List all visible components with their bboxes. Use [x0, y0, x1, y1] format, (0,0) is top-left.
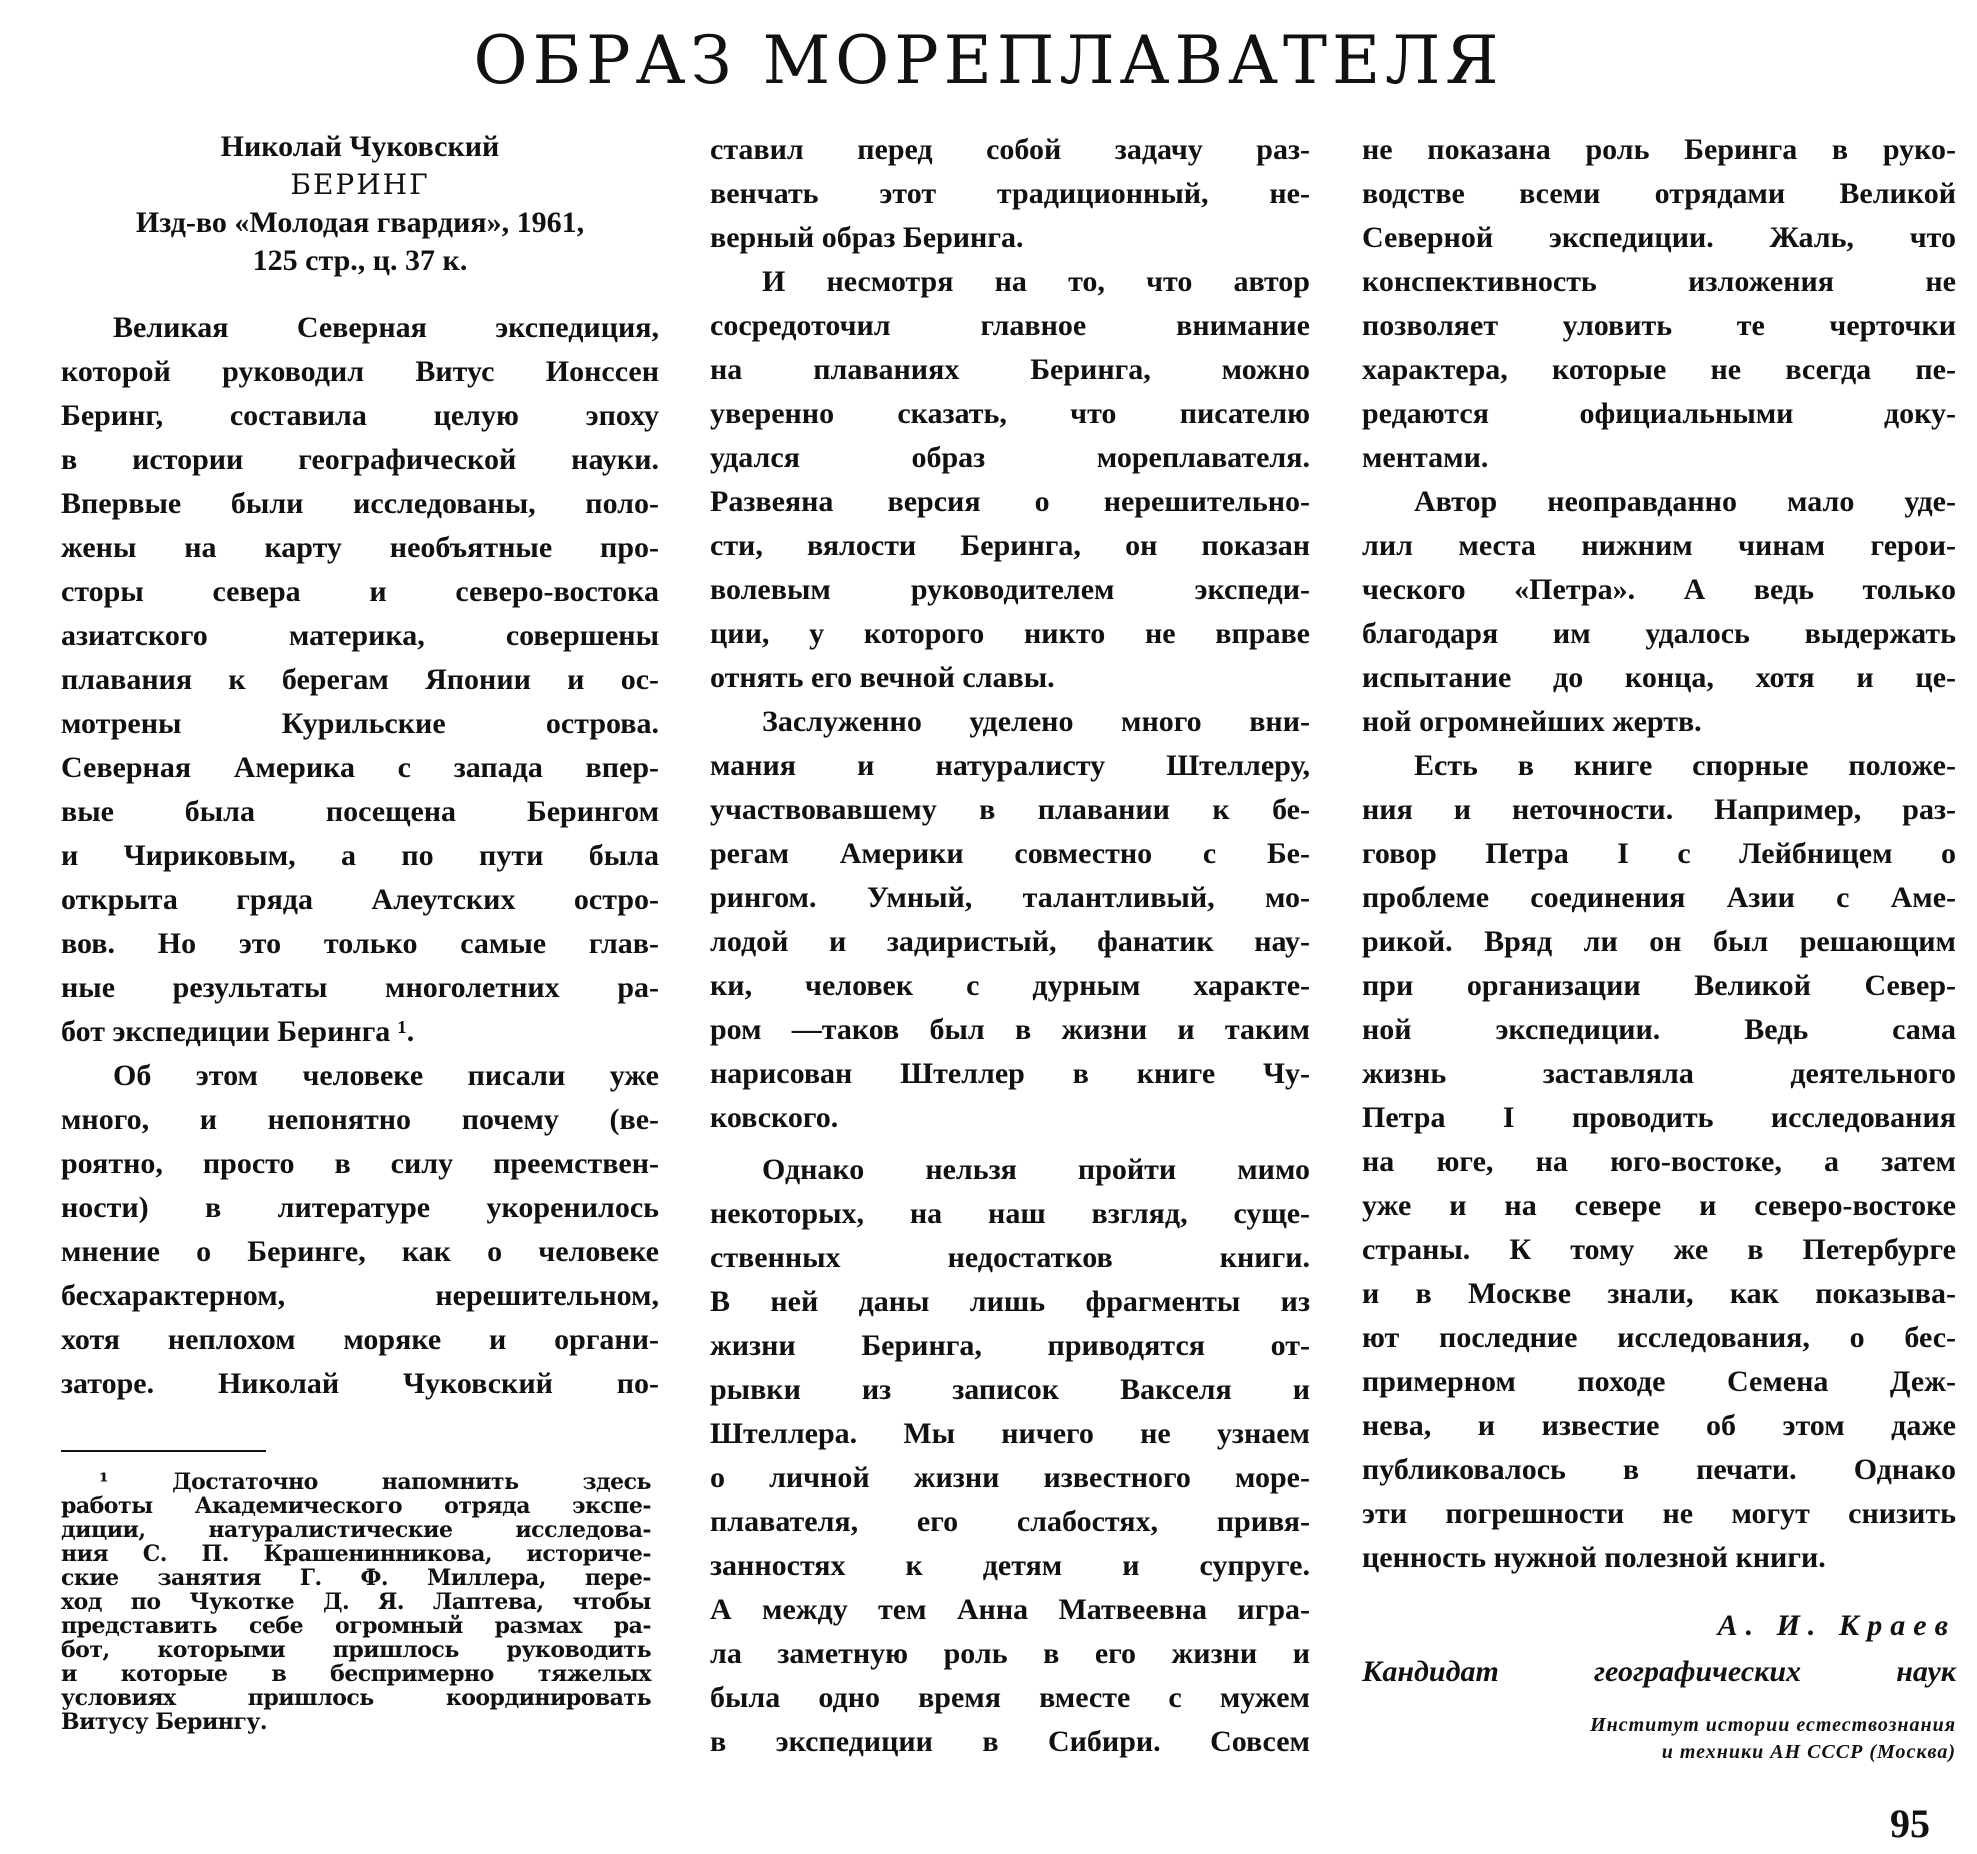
text-line: на юге, на юго-востоке, а затем	[1362, 1145, 1956, 1178]
text-line: вые была посещена Берингом	[61, 795, 659, 828]
text-line: была одно время вместе с мужем	[710, 1681, 1310, 1714]
text-line: уверенно сказать, что писателю	[710, 397, 1310, 430]
reviewer-name: А. И. Краев	[1717, 1609, 1956, 1642]
paragraph	[710, 128, 1310, 260]
text-line: Развеяна версия о нерешительно-	[710, 485, 1310, 518]
text-line: публиковалось в печати. Однако	[1362, 1453, 1956, 1486]
text-line: Есть в книге спорные положе-	[1414, 749, 1956, 782]
text-line: испытание до конца, хотя и це-	[1362, 661, 1956, 694]
text-line: сосредоточил главное внимание	[710, 309, 1310, 342]
text-line: ции, у которого никто не вправе	[710, 617, 1310, 650]
text-line: регам Америки совместно с Бе-	[710, 837, 1310, 870]
text-line: верный образ Беринга.	[710, 221, 1024, 254]
footnote-line: ход по Чукотке Д. Я. Лаптева, чтобы	[61, 1589, 651, 1615]
text-line: ют последние исследования, о бес-	[1362, 1321, 1956, 1354]
text-line: ной экспедиции. Ведь сама	[1362, 1013, 1956, 1046]
text-line: в экспедиции в Сибири. Совсем	[710, 1725, 1310, 1758]
paragraph	[710, 1148, 1310, 1764]
text-line: ценность нужной полезной книги.	[1362, 1541, 1826, 1574]
paragraph	[61, 306, 659, 1054]
paragraph	[1362, 744, 1956, 1580]
text-line: сти, вялости Беринга, он показан	[710, 529, 1310, 562]
text-line: позволяет уловить те черточки	[1362, 309, 1956, 342]
text-line: нева, и известие об этом даже	[1362, 1409, 1956, 1442]
paragraph	[710, 260, 1310, 700]
text-line: при организации Великой Север-	[1362, 969, 1956, 1002]
text-line: водстве всеми отрядами Великой	[1362, 177, 1956, 210]
footnote-line: ¹ Достаточно напомнить здесь	[99, 1469, 651, 1495]
text-line: ментами.	[1362, 441, 1489, 474]
footnote-line: условиях пришлось координировать	[61, 1685, 651, 1711]
book-publisher: Изд-во «Молодая гвардия», 1961,	[135, 206, 585, 239]
paragraph	[1362, 128, 1956, 480]
text-line: мотрены Курильские острова.	[61, 707, 659, 740]
text-line: ставил перед собой задачу раз-	[710, 133, 1310, 166]
text-line: страны. К тому же в Петербурге	[1362, 1233, 1956, 1266]
text-line: нарисован Штеллер в книге Чу-	[710, 1057, 1310, 1090]
column-2	[710, 128, 1310, 1764]
text-line: мнение о Беринге, как о человеке	[61, 1235, 659, 1268]
text-line: ности) в литературе укоренилось	[61, 1191, 659, 1224]
text-line: уже и на севере и северо-востоке	[1362, 1189, 1956, 1222]
footnote-line: бот, которыми пришлось руководить	[61, 1637, 651, 1663]
text-line: жизнь заставляла деятельного	[1362, 1057, 1956, 1090]
text-line: конспективность изложения не	[1362, 265, 1956, 298]
footnote-line: ния С. П. Крашенинникова, историче-	[61, 1541, 651, 1567]
text-line: бесхарактерном, нерешительном,	[61, 1279, 659, 1312]
footnote-line: и которые в беспримерно тяжелых	[61, 1661, 651, 1687]
reviewer-degree: Кандидат географических наук	[1362, 1655, 1956, 1688]
text-line: Северной экспедиции. Жаль, что	[1362, 221, 1956, 254]
institute-line-1: Институт истории естествознания	[1590, 1714, 1956, 1736]
text-line: в истории географической науки.	[61, 443, 659, 476]
text-line: азиатского материка, совершены	[61, 619, 659, 652]
text-line: плавания к берегам Японии и ос-	[61, 663, 659, 696]
text-line: лодой и задиристый, фанатик нау-	[710, 925, 1310, 958]
text-line: заторе. Николай Чуковский по-	[61, 1367, 659, 1400]
text-line: и в Москве знали, как показыва-	[1362, 1277, 1956, 1310]
text-line: Петра I проводить исследования	[1362, 1101, 1956, 1134]
text-line: ла заметную роль в его жизни и	[710, 1637, 1310, 1670]
text-line: эти погрешности не могут снизить	[1362, 1497, 1956, 1530]
text-line: благодаря им удалось выдержать	[1362, 617, 1956, 650]
text-line: лил места нижним чинам герои-	[1362, 529, 1956, 562]
text-line: И несмотря на то, что автор	[762, 265, 1310, 298]
text-line: характера, которые не всегда пе-	[1362, 353, 1956, 386]
text-line: жены на карту необъятные про-	[61, 531, 659, 564]
footnote	[61, 1470, 651, 1734]
text-line: Об этом человеке писали уже	[113, 1059, 659, 1092]
text-line: удался образ мореплавателя.	[710, 441, 1310, 474]
text-line: Штеллера. Мы ничего не узнаем	[710, 1417, 1310, 1450]
text-line: говор Петра I с Лейбницем о	[1362, 837, 1956, 870]
text-line: волевым руководителем экспеди-	[710, 573, 1310, 606]
text-line: роятно, просто в силу преемствен-	[61, 1147, 659, 1180]
text-line: ковского.	[710, 1101, 839, 1134]
text-line: о личной жизни известного море-	[710, 1461, 1310, 1494]
text-line: ные результаты многолетних ра-	[61, 971, 659, 1004]
footnote-line: ские занятия Г. Ф. Миллера, пере-	[61, 1565, 651, 1591]
text-line: ки, человек с дурным характе-	[710, 969, 1310, 1002]
paragraph	[710, 700, 1310, 1140]
column-1	[61, 128, 659, 1406]
text-line: венчать этот традиционный, не-	[710, 177, 1310, 210]
text-line: некоторых, на наш взгляд, суще-	[710, 1197, 1310, 1230]
text-line: не показана роль Беринга в руко-	[1362, 133, 1956, 166]
footnote-line: работы Академического отряда экспе-	[61, 1493, 651, 1519]
text-line: ния и неточности. Например, раз-	[1362, 793, 1956, 826]
text-line: ром —таков был в жизни и таким	[710, 1013, 1310, 1046]
reviewer-institute	[1362, 1712, 1956, 1766]
text-line: занностях к детям и супруге.	[710, 1549, 1310, 1582]
page-number: 95	[1890, 1801, 1930, 1846]
text-line: на плаваниях Беринга, можно	[710, 353, 1310, 386]
text-line: мания и натуралисту Штеллеру,	[710, 749, 1310, 782]
text-line: В ней даны лишь фрагменты из	[710, 1285, 1310, 1318]
text-line: много, и непонятно почему (ве-	[61, 1103, 659, 1136]
text-line: Великая Северная экспедиция,	[113, 311, 659, 344]
paragraph	[61, 1054, 659, 1406]
footnote-line: Витусу Берингу.	[61, 1709, 268, 1735]
text-line: которой руководил Витус Ионссен	[61, 355, 659, 388]
book-reference	[61, 128, 659, 280]
text-line: Северная Америка с запада впер-	[61, 751, 659, 784]
text-line: проблеме соединения Азии с Аме-	[1362, 881, 1956, 914]
text-line: бот экспедиции Беринга ¹.	[61, 1015, 415, 1048]
footnote-line: диции, натуралистические исследова-	[61, 1517, 651, 1543]
text-line: плавателя, его слабостях, привя-	[710, 1505, 1310, 1538]
footnote-line: представить себе огромный размах ра-	[61, 1613, 651, 1639]
text-line: ной огромнейших жертв.	[1362, 705, 1702, 738]
text-line: сторы севера и северо-востока	[61, 575, 659, 608]
book-name: БЕРИНГ	[290, 168, 430, 201]
text-line: рингом. Умный, талантливый, мо-	[710, 881, 1310, 914]
footnote-divider	[61, 1450, 266, 1452]
book-details: 125 стр., ц. 37 к.	[252, 244, 468, 277]
text-line: Заслуженно уделено много вни-	[762, 705, 1310, 738]
text-line: участвовавшему в плавании к бе-	[710, 793, 1310, 826]
text-line: открыта гряда Алеутских остро-	[61, 883, 659, 916]
text-line: хотя неплохом моряке и органи-	[61, 1323, 659, 1356]
text-line: Однако нельзя пройти мимо	[762, 1153, 1310, 1186]
text-line: А между тем Анна Матвеевна игра-	[710, 1593, 1310, 1626]
paragraph	[1362, 480, 1956, 744]
text-line: ственных недостатков книги.	[710, 1241, 1310, 1274]
text-line: отнять его вечной славы.	[710, 661, 1055, 694]
text-line: редаются официальными доку-	[1362, 397, 1956, 430]
text-line: Впервые были исследованы, поло-	[61, 487, 659, 520]
text-line: вов. Но это только самые глав-	[61, 927, 659, 960]
column-3	[1362, 128, 1956, 1580]
article-title: ОБРАЗ МОРЕПЛАВАТЕЛЯ	[473, 22, 1504, 99]
text-line: Беринг, составила целую эпоху	[61, 399, 659, 432]
institute-line-2: и техники АН СССР (Москва)	[1661, 1741, 1956, 1763]
text-line: рикой. Вряд ли он был решающим	[1362, 925, 1956, 958]
text-line: жизни Беринга, приводятся от-	[710, 1329, 1310, 1362]
book-author: Николай Чуковский	[220, 130, 500, 163]
text-line: и Чириковым, а по пути была	[61, 839, 659, 872]
text-line: ческого «Петра». А ведь только	[1362, 573, 1956, 606]
text-line: примерном походе Семена Деж-	[1362, 1365, 1956, 1398]
text-line: Автор неоправданно мало уде-	[1414, 485, 1956, 518]
text-line: рывки из записок Вакселя и	[710, 1373, 1310, 1406]
